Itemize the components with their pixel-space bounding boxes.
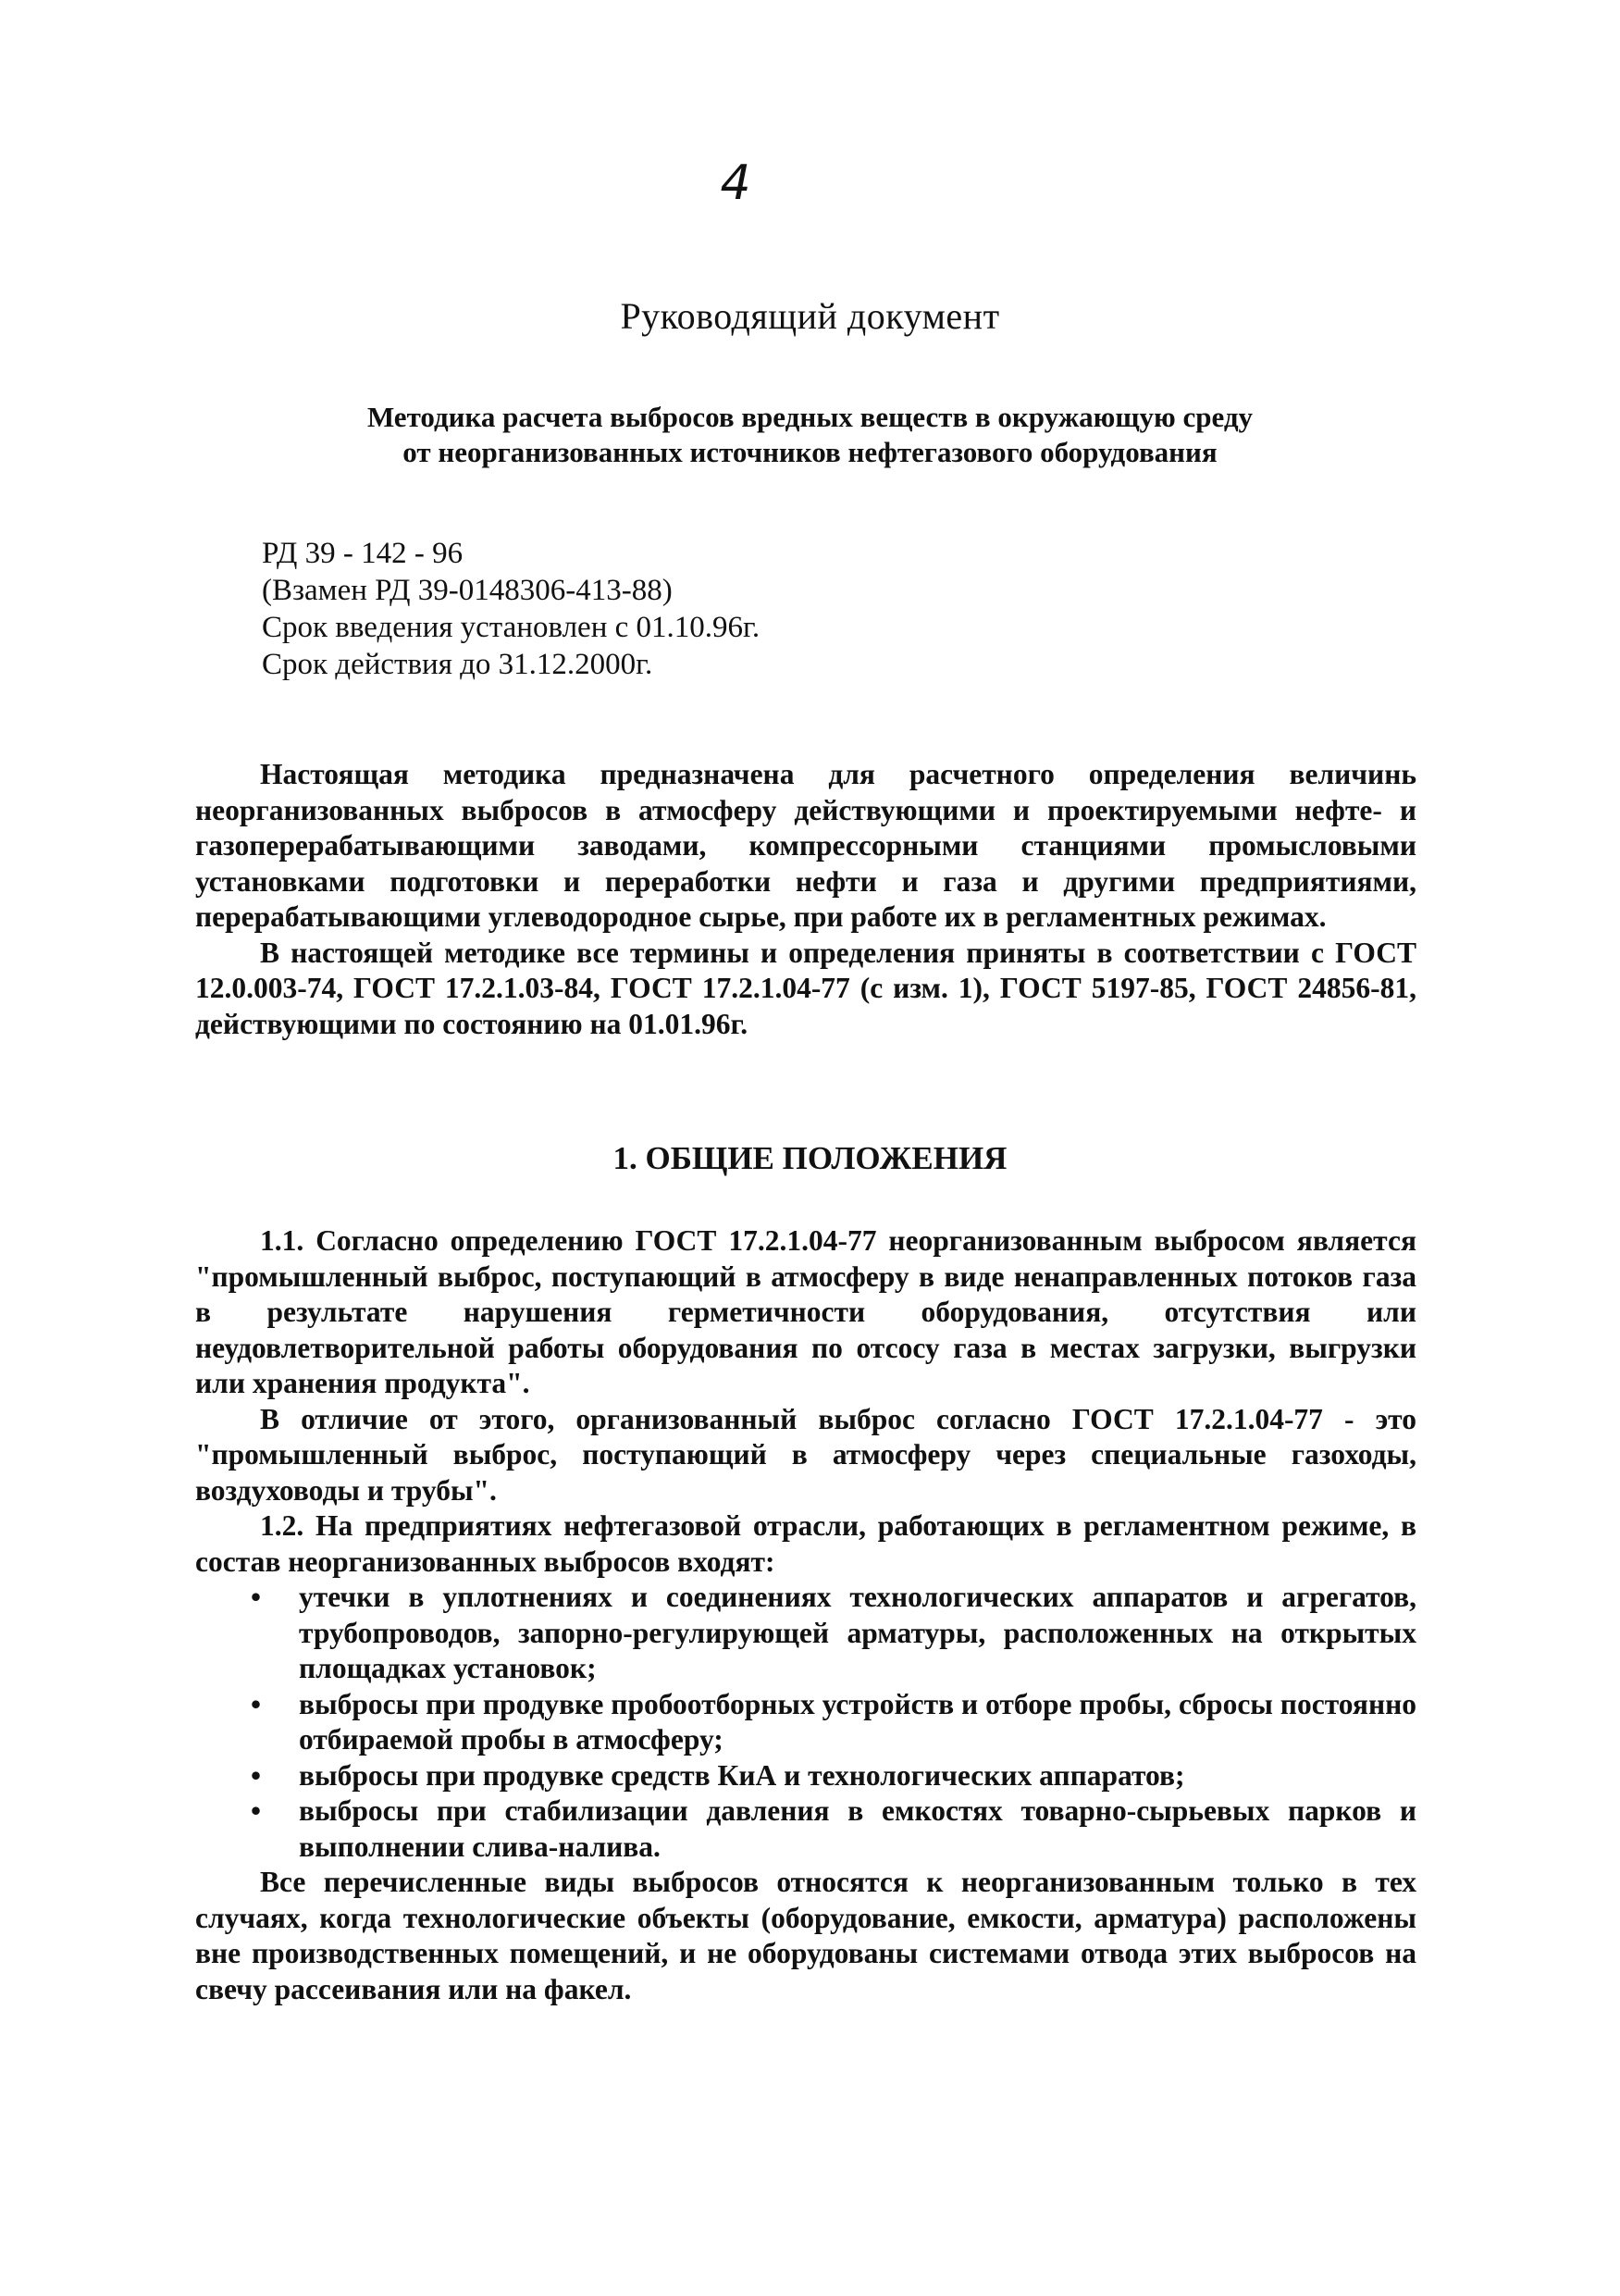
bullet-marker: • [251,1758,262,1792]
section-paragraph: 1.1. Согласно определению ГОСТ 17.2.1.04-77 неорганизованным выбросом является "промышленный выброс, поступающий в атмосферу в виде ненаправленных потоков газа в результате нарушения герметичности оборудования, отсутствия или неудовлетворительной работы оборудования по отсосу газа в местах загрузки, выгрузки или хранения продукта". [195,1224,1416,1399]
document-type-heading: Руководящий документ [620,295,1000,337]
list-item [195,1580,1416,1687]
section-body [195,1223,1416,2007]
intro-paragraph: Настоящая методика предназначена для расчетного определения величинь неорганизованных выбросов в атмосферу действующими и проектируемыми нефте- и газоперерабатывающими заводами, компрессорными станциями промысловыми установками подготовки и переработки нефти и газа и другими предприятиями, перерабатывающими углеводородное сырье, при работе их в регламентных режимах. [195,758,1416,933]
page-number: 4 [720,155,751,211]
list-item [195,1758,1416,1794]
list-item-text: выбросы при стабилизации давления в емкостях товарно-сырьевых парков и выполнении слива-налива. [299,1794,1416,1863]
list-item-text: выбросы при продувке пробоотборных устройств и отборе пробы, сбросы постоянно отбираемой пробы в атмосферу; [299,1687,1416,1756]
section-heading: 1. ОБЩИЕ ПОЛОЖЕНИЯ [612,1140,1008,1176]
intro-paragraph: В настоящей методике все термины и определения приняты в соответствии с ГОСТ 12.0.003-74, ГОСТ 17.2.1.03-84, ГОСТ 17.2.1.04-77 (с изм. 1), ГОСТ 5197-85, ГОСТ 24856-81, действующими по состоянию на 01.01.96г. [195,936,1416,1040]
list-item-text: утечки в уплотнениях и соединениях технологических аппаратов и агрегатов, трубопроводов, запорно-регулирующей арматуры, расположенных на открытых площадках установок; [299,1581,1416,1684]
section-paragraph: В отличие от этого, организованный выброс согласно ГОСТ 17.2.1.04-77 - это "промышленный выброс, поступающий в атмосферу через специальные газоходы, воздуховоды и трубы". [195,1402,1416,1507]
replaces-document: (Взамен РД 39-0148306-413-88) [262,574,673,607]
intro-section [195,757,1416,1042]
list-item [195,1687,1416,1758]
document-subtitle [0,400,1620,470]
validity-date: Срок действия до 31.12.2000г. [262,648,653,681]
subtitle-line: Методика расчета выбросов вредных веществ в окружающую среду [366,401,1254,433]
document-metadata [262,535,760,683]
bullet-marker: • [251,1687,262,1720]
list-item-text: выбросы при продувке средств КиА и технологических аппаратов; [299,1758,1185,1792]
list-item [195,1793,1416,1865]
subtitle-line: от неорганизованных источников нефтегазового оборудования [402,436,1218,468]
bullet-marker: • [251,1581,262,1613]
bullet-marker: • [251,1794,262,1827]
closing-paragraph: Все перечисленные виды выбросов относятся к неорганизованным только в тех случаях, когда технологические объекты (оборудование, емкости, арматура) расположены вне производственных помещений, и не оборудованы системами отвода этих выбросов на свечу рассеивания или на факел. [195,1866,1416,2005]
emission-types-list [195,1580,1416,1865]
effective-date: Срок введения установлен с 01.10.96г. [262,611,761,644]
document-code: РД 39 - 142 - 96 [262,537,464,570]
section-paragraph: 1.2. На предприятиях нефтегазовой отрасли, работающих в регламентном режиме, в состав неорганизованных выбросов входят: [195,1509,1416,1578]
